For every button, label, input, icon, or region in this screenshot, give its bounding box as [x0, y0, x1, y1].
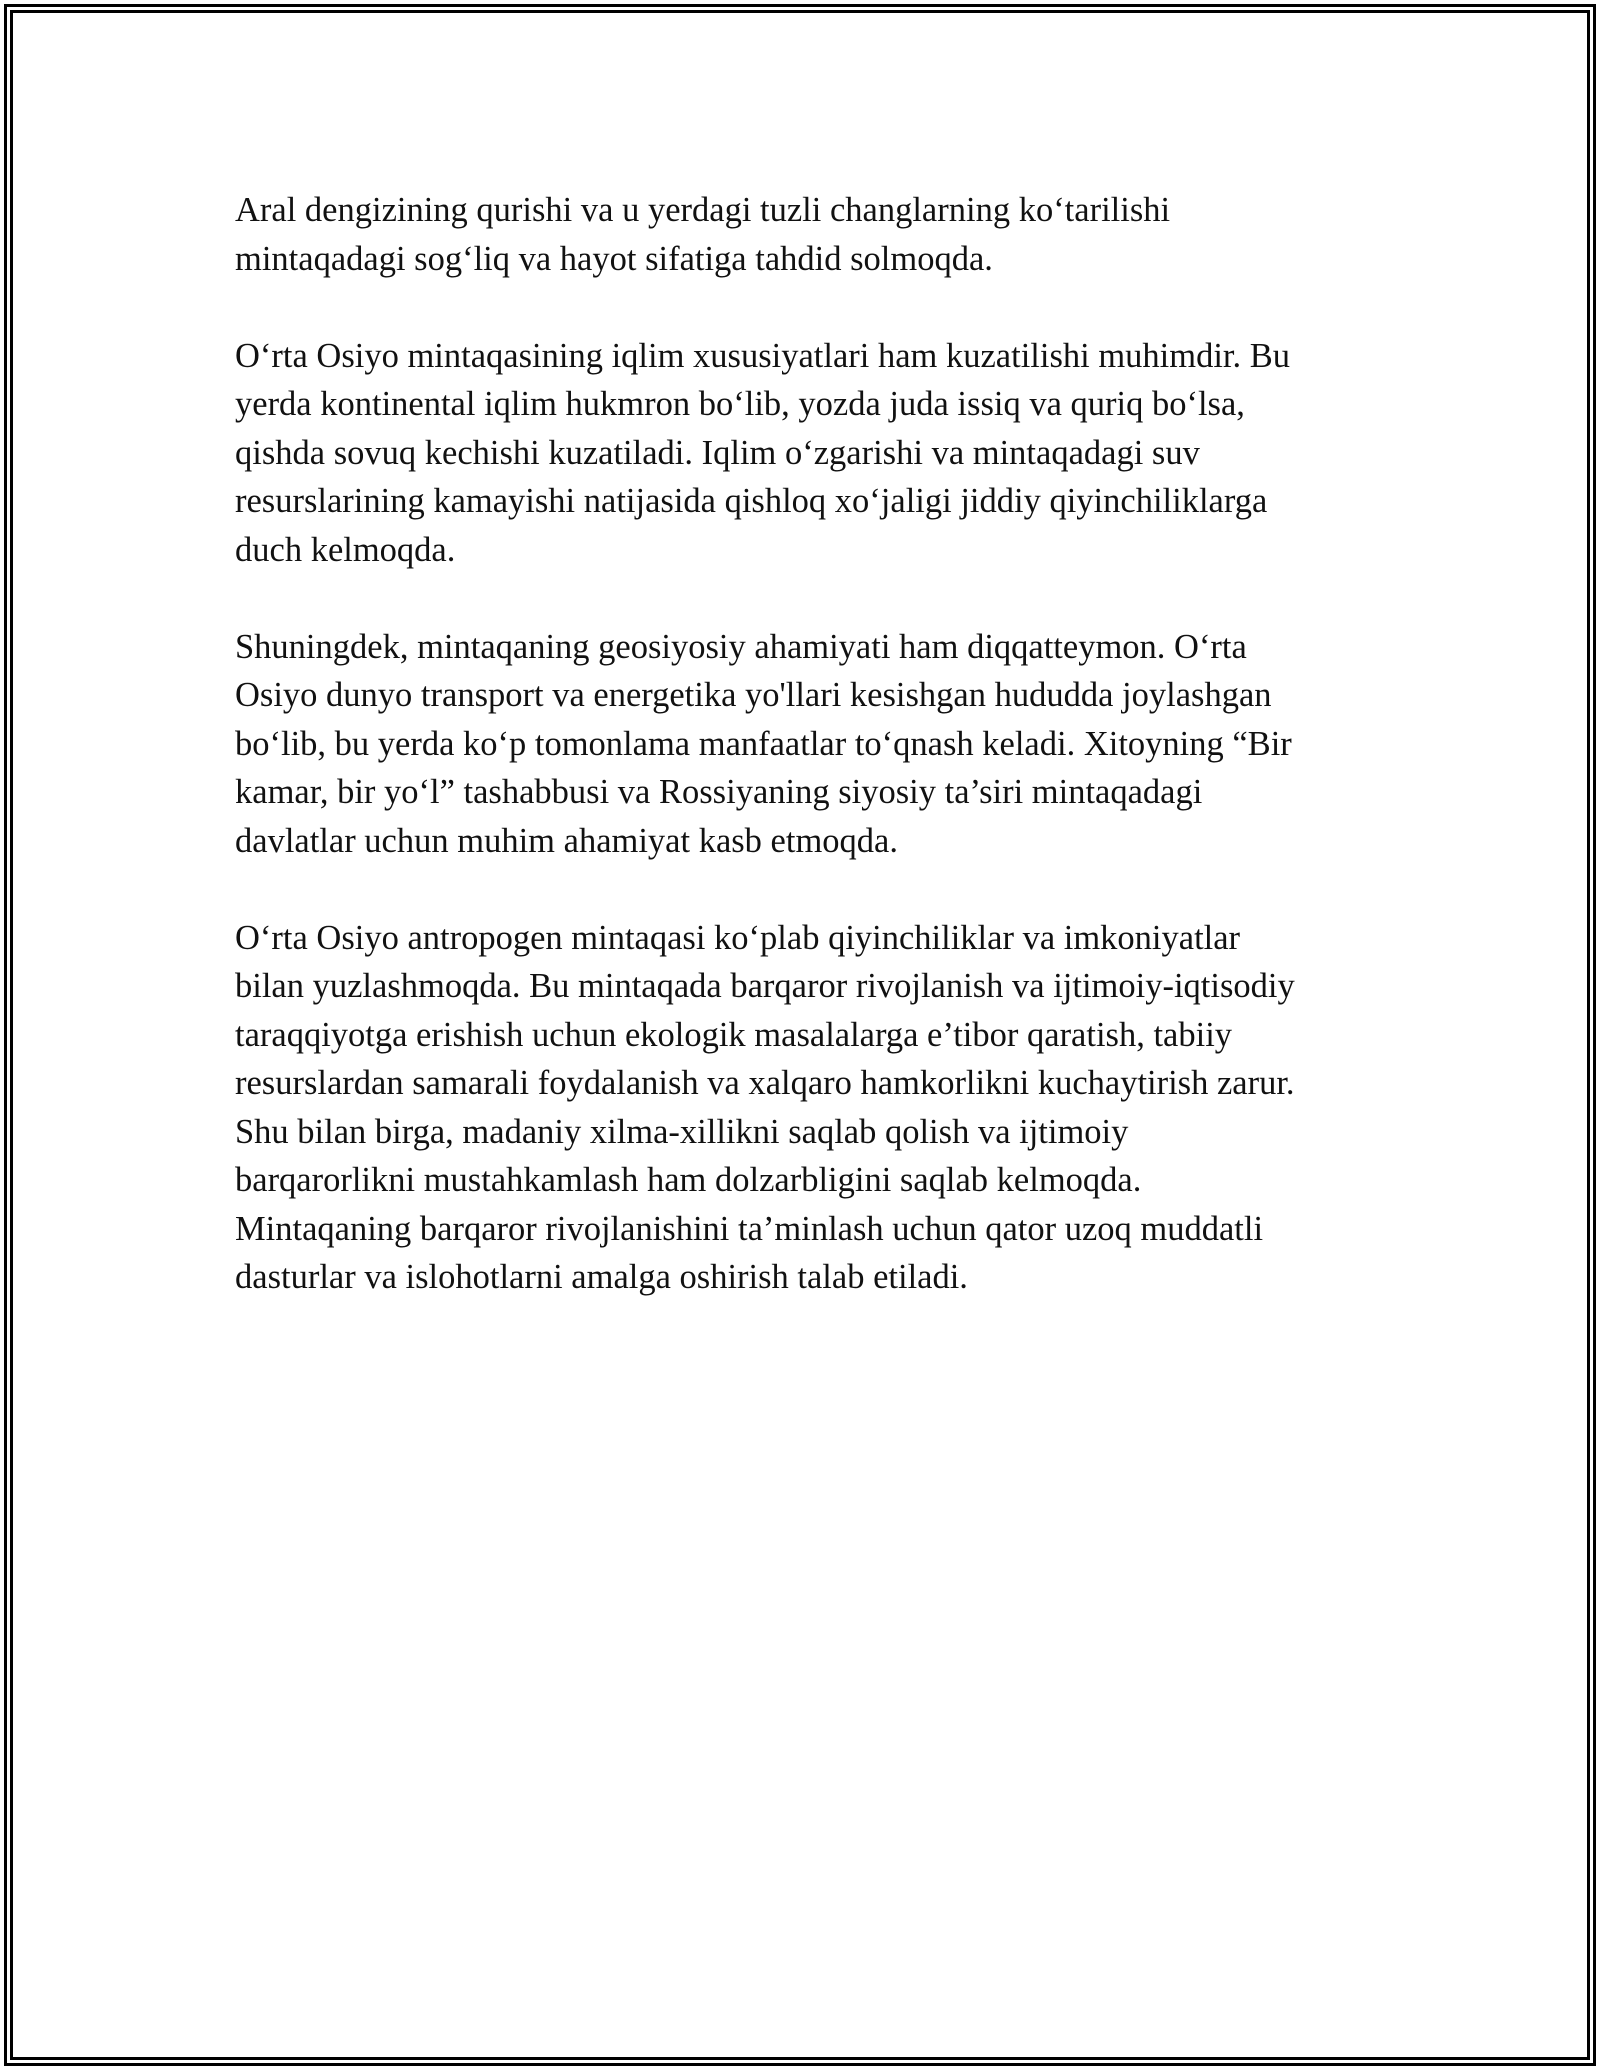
paragraph-climate: O‘rta Osiyo mintaqasining iqlim xususiyatlari ham kuzatilishi muhimdir. Bu yerda kontinental iqlim hukmron bo‘lib, yozda juda issiq va quriq bo‘lsa, qishda sovuq kechishi kuzatiladi. Iqlim o‘zgarishi va mintaqadagi suv resurslarining kamayishi natijasida qishloq xo‘jaligi jiddiy qiyinchiliklarga duch kelmoqda. [235, 336, 1291, 569]
paragraph-aral-sea: Aral dengizining qurishi va u yerdagi tuzli changlarning ko‘tarilishi mintaqadagi sog‘liq va hayot sifatiga tahdid solmoqda. [235, 191, 1171, 278]
document-body [235, 186, 1365, 1350]
paragraph-conclusion: O‘rta Osiyo antropogen mintaqasi ko‘plab qiyinchiliklar va imkoniyatlar bilan yuzlashmoqda. Bu mintaqada barqaror rivojlanish va ijtimoiy-iqtisodiy taraqqiyotga erishish uchun ekologik masalalarga e’tibor qaratish, tabiiy resurslardan samarali foydalanish va xalqaro hamkorlikni kuchaytirish zarur. Shu bilan birga, madaniy xilma-xillikni saqlab qolish va ijtimoiy barqarorlikni mustahkamlash ham dolzarbligini saqlab kelmoqda. Mintaqaning barqaror rivojlanishini ta’minlash uchun qator uzoq muddatli dasturlar va islohotlarni amalga oshirish talab etiladi. [235, 918, 1295, 1296]
paragraph-geopolitics: Shuningdek, mintaqaning geosiyosiy ahamiyati ham diqqatteymon. O‘rta Osiyo dunyo transport va energetika yo'llari kesishgan hududda joylashgan bo‘lib, bu yerda ko‘p tomonlama manfaatlar to‘qnash keladi. Xitoyning “Bir kamar, bir yo‘l” tashabbusi va Rossiyaning siyosiy ta’siri mintaqadagi davlatlar uchun muhim ahamiyat kasb etmoqda. [235, 627, 1292, 860]
